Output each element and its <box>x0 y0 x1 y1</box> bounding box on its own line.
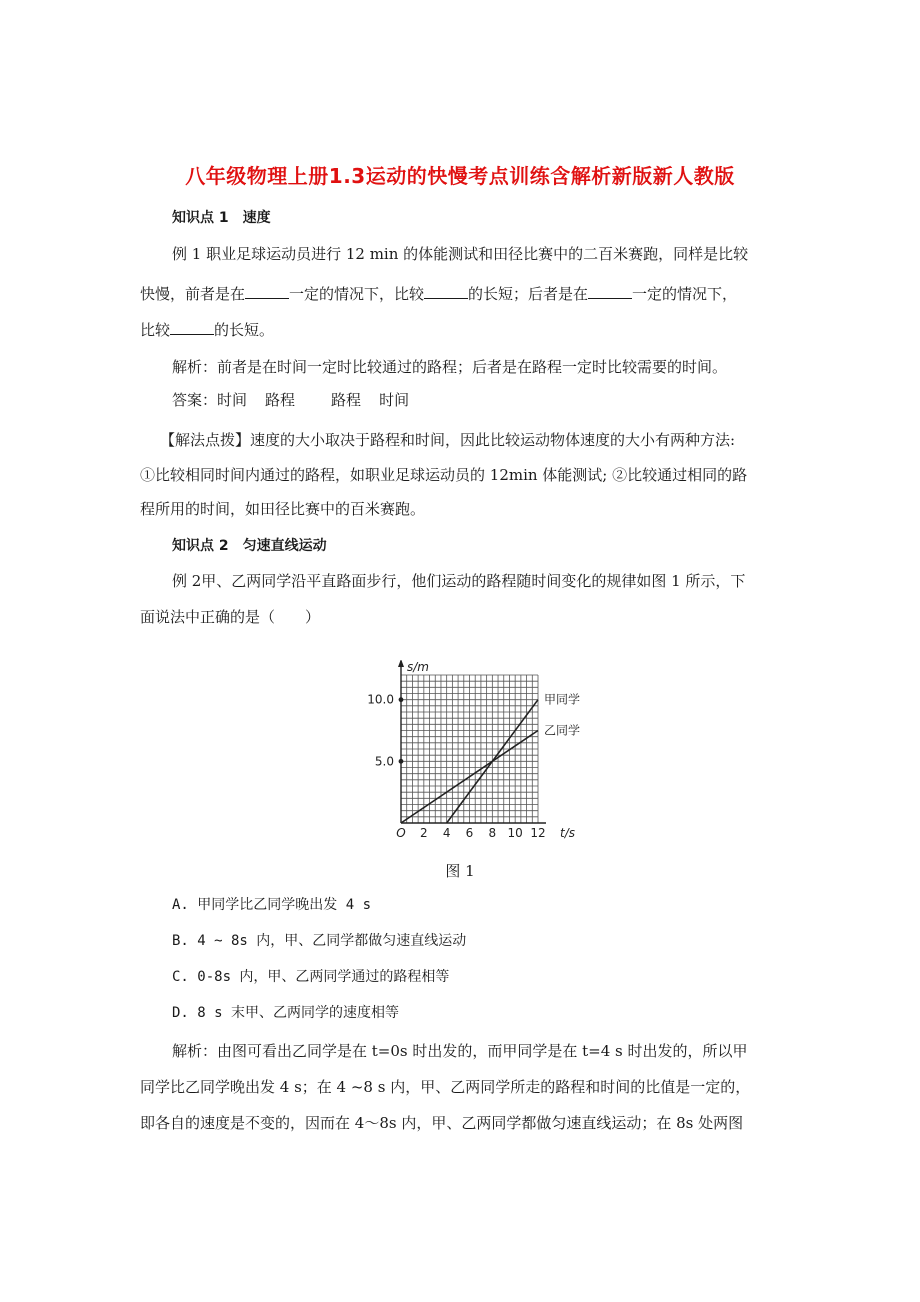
x-tick-label: 8 <box>488 826 497 840</box>
option-c: C. 0-8s 内，甲、乙两同学通过的路程相等 <box>172 969 450 985</box>
x-tick-label: 2 <box>420 826 428 840</box>
example2-analysis-3: 即各自的速度是不变的，因而在 4～8s 内，甲、乙两同学都做匀速直线运动；在 8s 处两图 <box>140 1114 744 1132</box>
option-b: B. 4 ~ 8s 内，甲、乙同学都做匀速直线运动 <box>172 933 467 949</box>
section1-heading: 知识点 1 速度 <box>172 210 271 226</box>
legend-label: 甲同学 <box>544 692 581 707</box>
option-d: D. 8 s 末甲、乙两同学的速度相等 <box>172 1005 400 1021</box>
tip-line-2: ①比较相同时间内通过的路程，如职业足球运动员的 12min 体能测试; ②比较通过相同的路 <box>140 466 748 484</box>
example1-line-1: 例 1 职业足球运动员进行 12 min 的体能测试和田径比赛中的二百米赛跑，同样是比较 <box>172 245 749 263</box>
example2-line-2: 面说法中正确的是（ ） <box>140 608 321 626</box>
example1-text-a: 快慢，前者是在 <box>140 285 246 303</box>
y-tick-dot <box>399 759 404 764</box>
tip-line-3: 程所用的时间，如田径比赛中的百米赛跑。 <box>140 500 426 518</box>
example1-line-2 <box>140 284 790 304</box>
y-tick-dot <box>399 697 404 702</box>
y-tick-label: 10.0 <box>367 692 394 707</box>
y-axis-arrow <box>398 660 404 667</box>
x-tick-label: 4 <box>442 826 451 840</box>
fill-blank[interactable] <box>245 284 289 299</box>
example1-text-c: 的长短；后者是在 <box>468 285 589 303</box>
example2-analysis-1: 解析：由图可看出乙同学是在 t=0s 时出发的，而甲同学是在 t=4 s 时出发的，所以甲 <box>172 1042 748 1060</box>
section2-heading: 知识点 2 匀速直线运动 <box>172 538 327 554</box>
answer-item: 路程 <box>265 391 296 409</box>
example1-answer <box>172 390 822 410</box>
answer-item: 时间 <box>379 391 410 409</box>
example1-text-e: 比较 <box>140 321 171 339</box>
x-tick-label: 12 <box>530 826 546 840</box>
option-a: A. 甲同学比乙同学晚出发 4 s <box>172 897 372 913</box>
distance-time-chart <box>356 660 596 840</box>
tip-line-1: 【解法点拨】速度的大小取决于路程和时间，因此比较运动物体速度的大小有两种方法: <box>160 431 736 449</box>
x-tick-label: O <box>396 826 406 840</box>
example2-analysis-2: 同学比乙同学晚出发 4 s；在 4 ~8 s 内，甲、乙两同学所走的路程和时间的比值是一定的， <box>140 1078 751 1096</box>
example2-line-1: 例 2甲、乙两同学沿平直路面步行，他们运动的路程随时间变化的规律如图 1 所示，下 <box>172 572 746 590</box>
answer-item: 时间 <box>217 391 248 409</box>
document-title: 八年级物理上册1.3运动的快慢考点训练含解析新版新人教版 <box>185 164 735 188</box>
y-tick-label: 5.0 <box>374 754 394 769</box>
answer-item: 路程 <box>331 391 362 409</box>
figure-caption: 图 1 <box>445 862 475 880</box>
x-tick-label: 10 <box>507 826 523 840</box>
x-tick-label: 6 <box>465 826 474 840</box>
example1-text-d: 一定的情况下， <box>632 285 738 303</box>
answer-label: 答案： <box>172 391 218 409</box>
y-axis-label: s/m <box>407 660 429 674</box>
fill-blank[interactable] <box>588 284 632 299</box>
example1-text-f: 的长短。 <box>214 321 275 339</box>
legend-label: 乙同学 <box>544 723 581 738</box>
example1-text-b: 一定的情况下，比较 <box>289 285 425 303</box>
example1-analysis: 解析：前者是在时间一定时比较通过的路程；后者是在路程一定时比较需要的时间。 <box>172 358 728 376</box>
fill-blank[interactable] <box>170 320 214 335</box>
fill-blank[interactable] <box>424 284 468 299</box>
example1-line-3 <box>140 320 790 340</box>
x-axis-label: t/s <box>560 826 575 840</box>
